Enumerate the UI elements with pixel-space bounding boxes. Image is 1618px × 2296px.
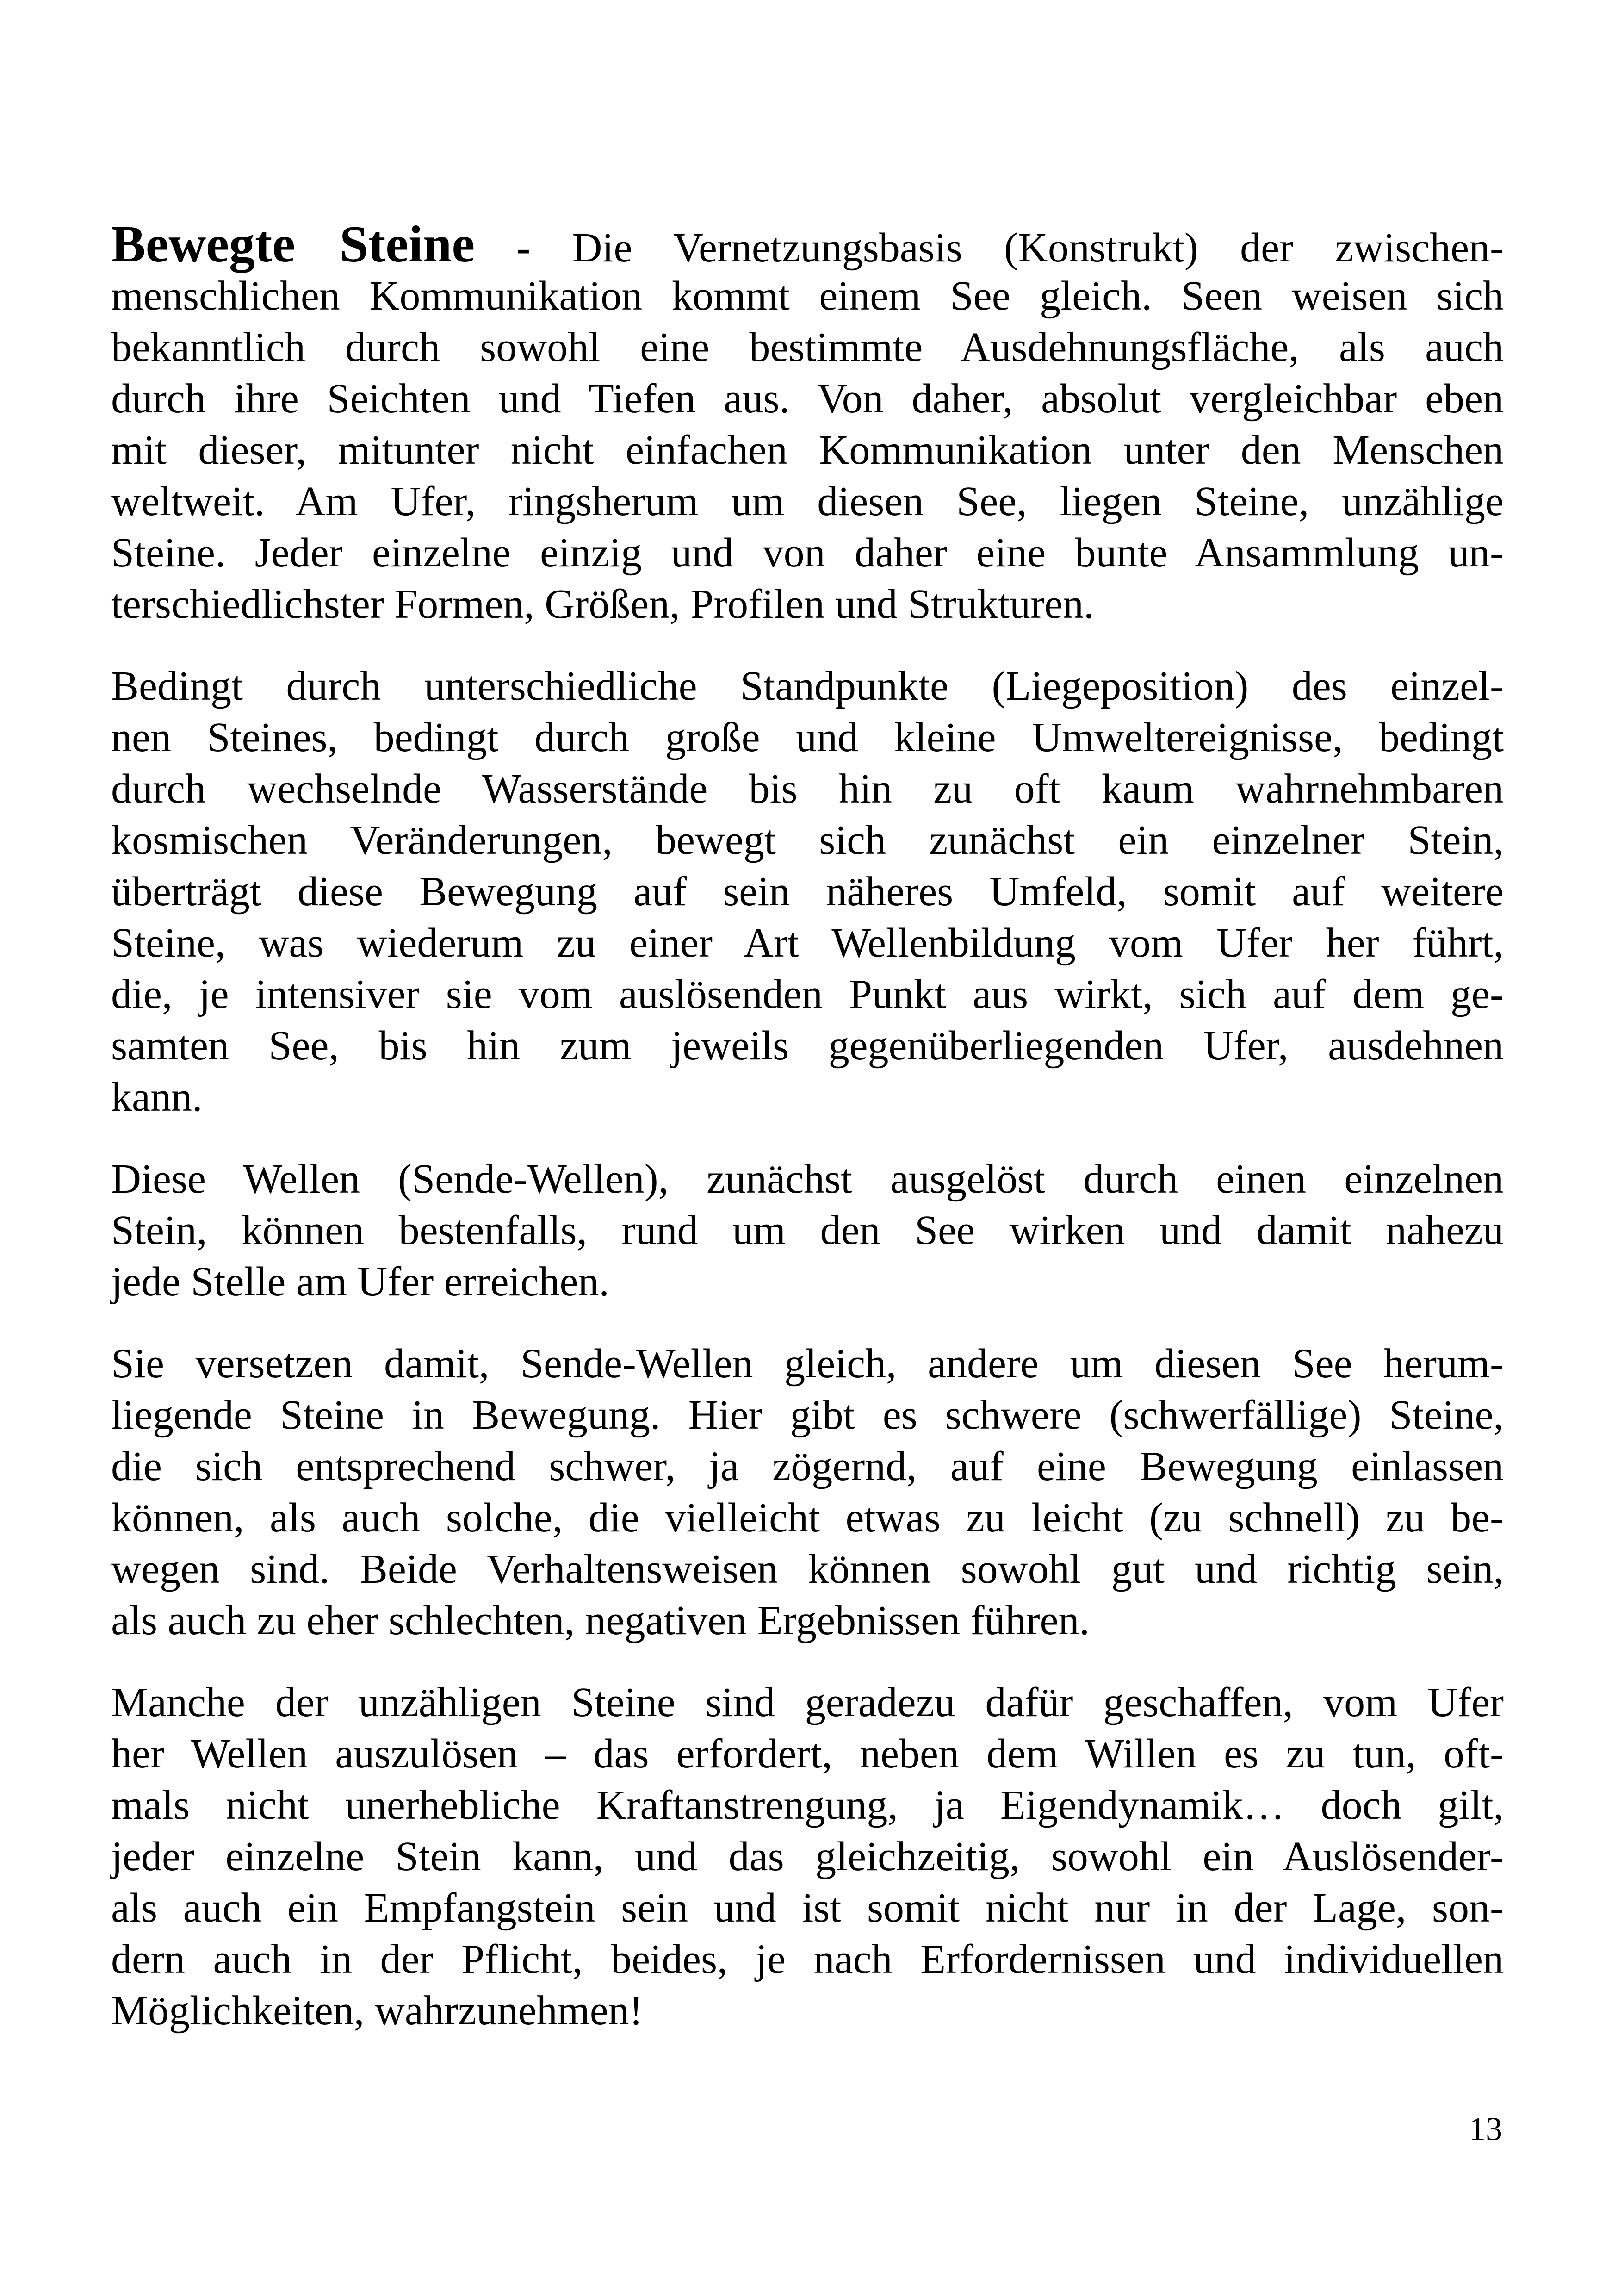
text-line: jeder einzelne Stein kann, und das gleichzeitig, sowohl ein Auslösender-: [111, 1834, 1504, 1879]
text-line: die, je intensiver sie vom auslösenden Punkt aus wirkt, sich auf dem ge-: [111, 971, 1504, 1017]
paragraph: [111, 216, 1504, 630]
paragraph: [111, 1153, 1504, 1307]
text-line: mit dieser, mitunter nicht einfachen Kommunikation unter den Menschen: [111, 427, 1504, 473]
text-line: Stein, können bestenfalls, rund um den See wirken und damit nahezu: [111, 1207, 1504, 1253]
text-line: terschiedlichster Formen, Größen, Profilen und Strukturen.: [111, 581, 1094, 627]
text-line: liegende Steine in Bewegung. Hier gibt es schwere (schwerfällige) Steine,: [111, 1392, 1504, 1438]
text-line: durch wechselnde Wasserstände bis hin zu oft kaum wahrnehmbaren: [111, 766, 1504, 812]
text-line: Möglichkeiten, wahrzunehmen!: [111, 1988, 643, 2034]
text-line: bekanntlich durch sowohl eine bestimmte Ausdehnungsfläche, als auch: [111, 324, 1504, 370]
text-line: Steine. Jeder einzelne einzig und von daher eine bunte Ansammlung un-: [111, 530, 1504, 576]
text-line: jede Stelle am Ufer erreichen.: [111, 1259, 609, 1305]
text-line: Diese Wellen (Sende-Wellen), zunächst ausgelöst durch einen einzelnen: [111, 1156, 1504, 1202]
text-line: können, als auch solche, die vielleicht etwas zu leicht (zu schnell) zu be-: [111, 1495, 1504, 1541]
text-line: Steine, was wiederum zu einer Art Wellenbildung vom Ufer her führt,: [111, 920, 1504, 966]
text-line: mals nicht unerhebliche Kraftanstrengung, ja Eigendynamik… doch gilt,: [111, 1782, 1504, 1828]
text-line-rest: Die Vernetzungsbasis (Konstrukt) der zwischen-: [572, 225, 1504, 271]
text-line: kann.: [111, 1074, 203, 1120]
page-body: [111, 216, 1504, 2067]
text-line: als auch ein Empfangstein sein und ist somit nicht nur in der Lage, son-: [111, 1885, 1504, 1931]
text-line: samten See, bis hin zum jeweils gegenüberliegenden Ufer, ausdehnen: [111, 1023, 1504, 1069]
text-line: her Wellen auszulösen – das erfordert, neben dem Willen es zu tun, oft-: [111, 1731, 1504, 1777]
paragraph: [111, 1677, 1504, 2036]
text-line: überträgt diese Bewegung auf sein näheres Umfeld, somit auf weitere: [111, 869, 1504, 915]
text-line: Sie versetzen damit, Sende-Wellen gleich, andere um diesen See herum-: [111, 1341, 1504, 1387]
text-line: durch ihre Seichten und Tiefen aus. Von daher, absolut vergleichbar eben: [111, 376, 1504, 422]
text-line: Bedingt durch unterschiedliche Standpunkte (Liegeposition) des einzel-: [111, 663, 1504, 709]
heading: Bewegte Steine: [111, 216, 475, 273]
text-line: dern auch in der Pflicht, beides, je nach Erfordernissen und individuellen: [111, 1936, 1504, 1982]
text-line: [111, 216, 1504, 273]
text-line: menschlichen Kommunikation kommt einem See gleich. Seen weisen sich: [111, 273, 1504, 319]
text-line: als auch zu eher schlechten, negativen Ergebnissen führen.: [111, 1598, 1090, 1643]
text-line: kosmischen Veränderungen, bewegt sich zunächst ein einzelner Stein,: [111, 817, 1504, 863]
paragraph: [111, 660, 1504, 1123]
page-number: 13: [1469, 2110, 1502, 2147]
heading-dash: -: [516, 225, 531, 271]
paragraph: [111, 1338, 1504, 1646]
text-line: Manche der unzähligen Steine sind geradezu dafür geschaffen, vom Ufer: [111, 1680, 1504, 1725]
text-line: nen Steines, bedingt durch große und kleine Umweltereignisse, bedingt: [111, 715, 1504, 760]
text-line: wegen sind. Beide Verhaltensweisen können sowohl gut und richtig sein,: [111, 1546, 1504, 1592]
text-line: die sich entsprechend schwer, ja zögernd, auf eine Bewegung einlassen: [111, 1444, 1504, 1489]
text-line: weltweit. Am Ufer, ringsherum um diesen See, liegen Steine, unzählige: [111, 479, 1504, 524]
